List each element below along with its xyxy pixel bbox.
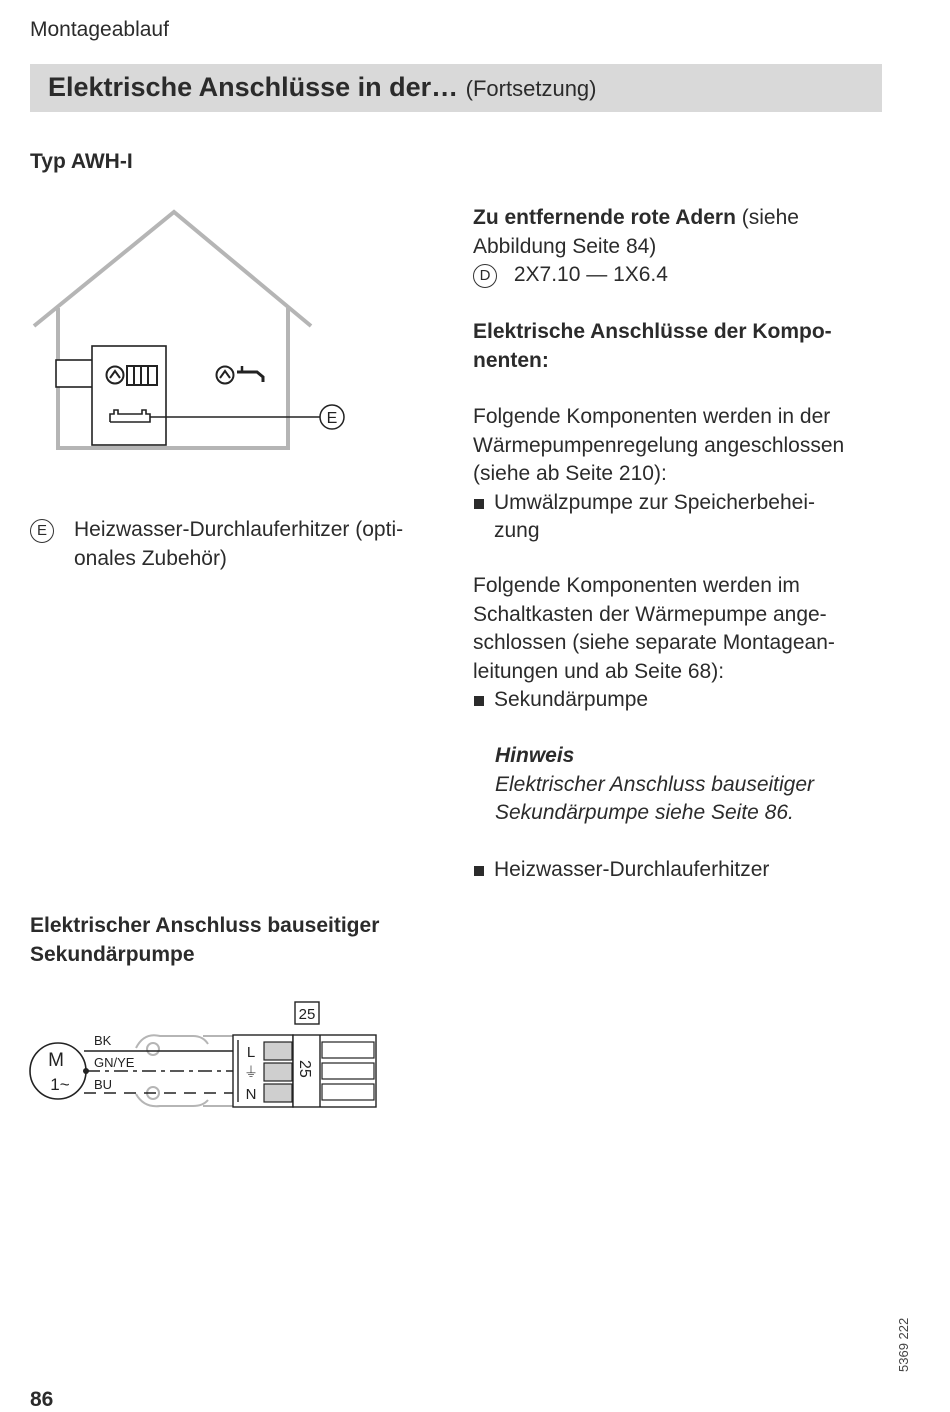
wire-label-gnye: GN/YE xyxy=(94,1055,135,1070)
motor-label-m: M xyxy=(48,1050,64,1071)
hint-line-2: Sekundärpumpe siehe Seite 86. xyxy=(495,801,794,824)
plug-terminal-pe: ⏚ xyxy=(244,1064,258,1080)
remove-item-text: 2X7.10 — 1X6.4 xyxy=(513,263,668,286)
bullet-circulation-pump-line-2: zung xyxy=(494,519,540,542)
paragraph-control-box-line-2: Schaltkasten der Wärmepumpe ange- xyxy=(473,602,827,626)
legend-e-line-2: onales Zubehör) xyxy=(74,546,227,570)
connector-label: 25 xyxy=(296,1060,313,1078)
page-title-main: Elektrische Anschlüsse in der… xyxy=(48,72,459,102)
plug-terminal-n: N xyxy=(245,1086,257,1103)
bullet-marker xyxy=(474,499,484,509)
page-title xyxy=(48,72,597,103)
page-number: 86 xyxy=(30,1388,54,1411)
bullet-marker xyxy=(474,696,484,706)
header-bar xyxy=(30,64,882,112)
remove-wires-line-1 xyxy=(473,204,893,233)
paragraph-control-box-line-3: schlossen (siehe separate Montagean- xyxy=(473,631,835,654)
house-roof xyxy=(34,212,311,326)
pump-heading-line-1: Elektrischer Anschluss bauseitiger xyxy=(30,914,380,937)
document-code: 5369 222 xyxy=(896,1317,911,1372)
bullet-secondary-pump xyxy=(473,686,893,715)
bullet-marker xyxy=(474,866,484,876)
components-heading xyxy=(473,318,832,375)
remove-wires-line-2: Abbildung Seite 84) xyxy=(473,234,657,258)
paragraph-controller xyxy=(473,403,893,546)
legend-e xyxy=(30,516,54,545)
bullet-secondary-pump-text: Sekundärpumpe xyxy=(494,688,649,711)
plug-terminal-l: L xyxy=(246,1044,256,1061)
paragraph-control-box-line-1: Folgende Komponenten werden im xyxy=(473,574,800,597)
paragraph-controller-line-3: (siehe ab Seite 210): xyxy=(473,462,667,485)
hint-box xyxy=(495,742,895,828)
paragraph-control-box-line-4: leitungen und ab Seite 68): xyxy=(473,659,725,683)
outdoor-unit-stub xyxy=(56,360,93,387)
hint-title: Hinweis xyxy=(495,744,575,767)
remove-wires-item xyxy=(473,261,893,290)
components-heading-line-2: nenten: xyxy=(473,348,549,372)
paragraph-controller-line-2: Wärmepumpenregelung angeschlossen xyxy=(473,433,845,457)
legend-e-line-1: Heizwasser-Durchlauferhitzer (opti- xyxy=(74,518,404,541)
wiring-diagram xyxy=(28,1000,380,1115)
plug-contacts xyxy=(264,1042,292,1102)
wire-label-bu: BU xyxy=(94,1077,113,1092)
remove-wires-heading: Zu entfernende rote Adern xyxy=(473,206,736,229)
remove-wires-ref: (siehe xyxy=(735,206,799,229)
house-diagram xyxy=(30,205,350,460)
bullet-instantaneous-heater xyxy=(473,856,950,885)
wire-label-bk: BK xyxy=(94,1033,112,1048)
motor-label-phase: 1~ xyxy=(50,1075,70,1094)
remove-marker-d: D xyxy=(473,264,497,288)
remove-wires-block xyxy=(473,204,893,290)
pump-heading-line-2: Sekundärpumpe xyxy=(30,942,195,966)
bullet-circulation-pump xyxy=(473,489,893,546)
paragraph-control-box xyxy=(473,572,893,715)
type-heading: Typ AWH-I xyxy=(30,150,133,173)
section-label: Montageablauf xyxy=(30,18,169,41)
legend-e-text xyxy=(74,516,403,573)
bullet-circulation-pump-line-1: Umwälzpumpe zur Speicherbehei- xyxy=(494,490,815,514)
terminal-label: 25 xyxy=(298,1006,316,1023)
heat-pump-unit xyxy=(92,346,166,445)
hint-line-1: Elektrischer Anschluss bauseitiger xyxy=(495,772,815,796)
page-title-suffix: (Fortsetzung) xyxy=(465,76,597,101)
callout-e-label: E xyxy=(326,410,338,427)
components-heading-line-1: Elektrische Anschlüsse der Kompo- xyxy=(473,320,832,343)
pump-heading xyxy=(30,912,379,969)
legend-e-marker: E xyxy=(30,519,54,543)
paragraph-controller-line-1: Folgende Komponenten werden in der xyxy=(473,405,831,428)
bullet-instantaneous-heater-text: Heizwasser-Durchlauferhitzer xyxy=(494,858,770,881)
hot-water-icon xyxy=(217,366,264,384)
ground-junction xyxy=(83,1068,89,1074)
